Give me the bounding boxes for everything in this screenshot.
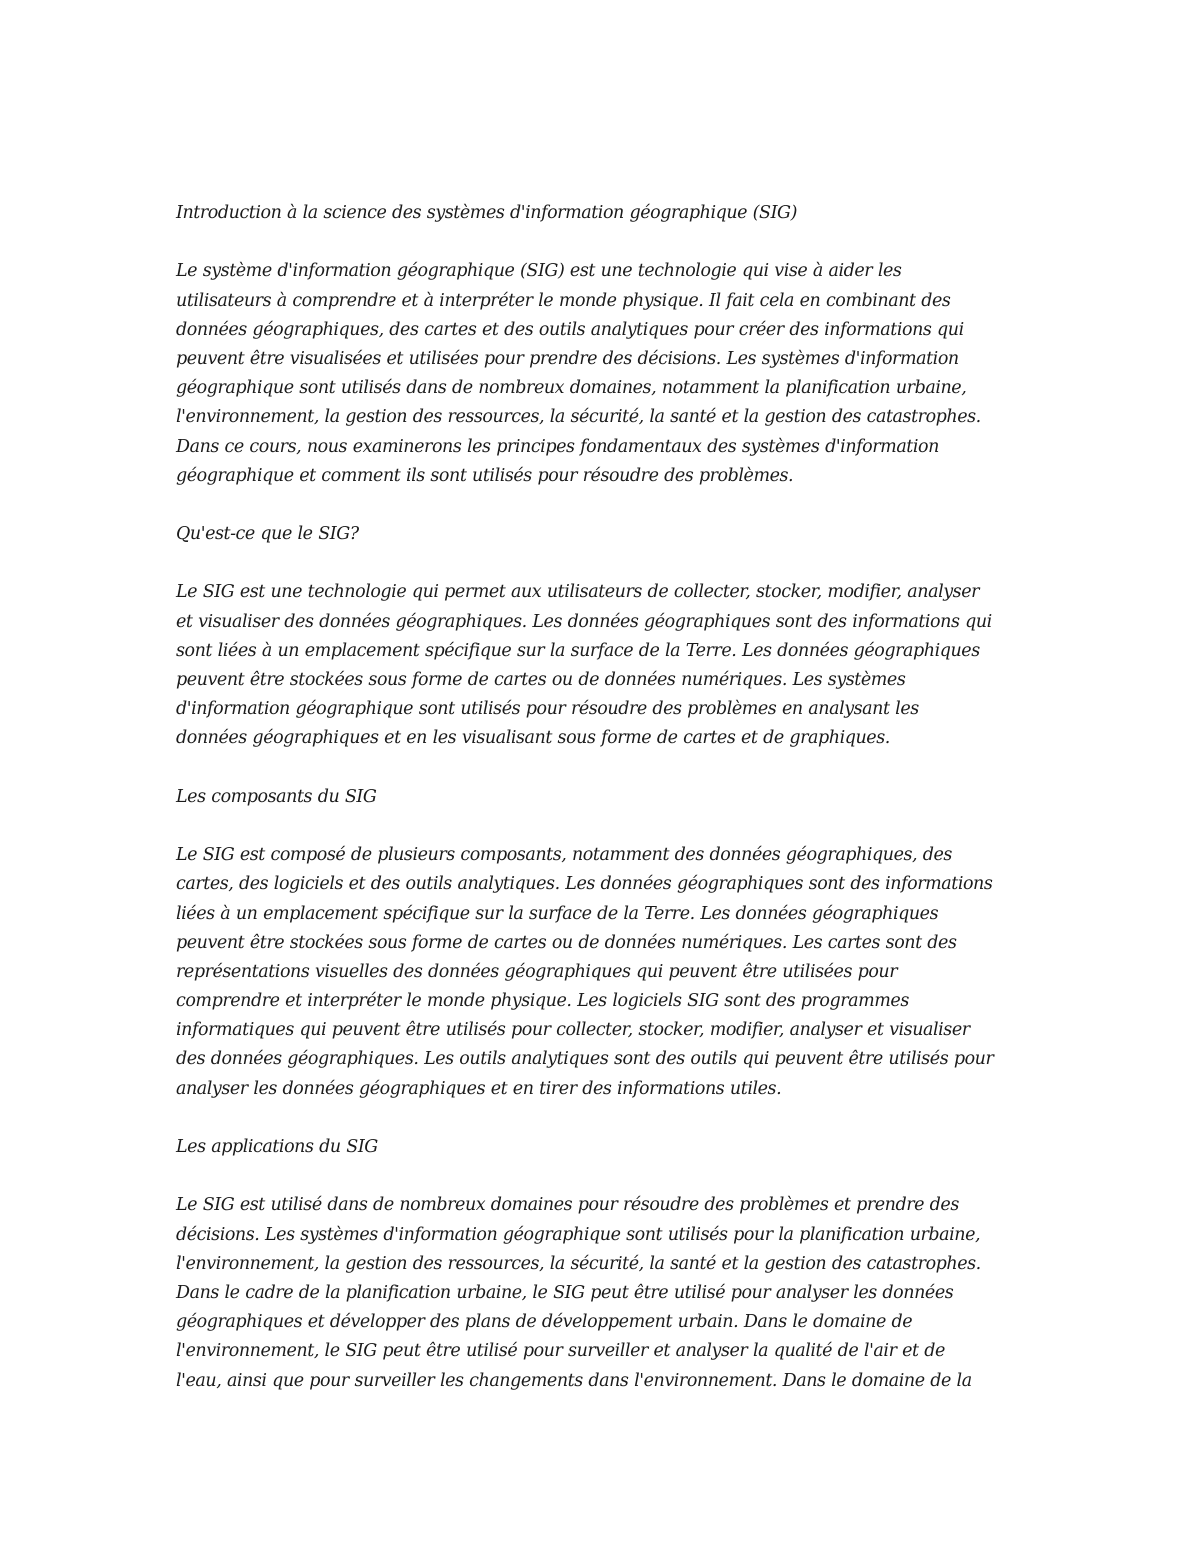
section-paragraph-what-is-sig [176, 578, 1036, 753]
section-heading: Qu'est-ce que le SIG? [176, 524, 359, 545]
paragraph-line: Dans le cadre de la planification urbaine, le SIG peut être utilisé pour analyser les données [176, 1282, 954, 1303]
paragraph-line: et visualiser des données géographiques. Les données géographiques sont des informations qui [176, 611, 992, 632]
paragraph-line: l'eau, ainsi que pour surveiller les changements dans l'environnement. Dans le domaine de la [176, 1370, 972, 1391]
document-title: Introduction à la science des systèmes d'information géographique (SIG) [176, 203, 797, 223]
paragraph-line: représentations visuelles des données géographiques qui peuvent être utilisées pour [176, 961, 898, 982]
section-heading-components [176, 783, 1036, 812]
paragraph-line: peuvent être stockées sous forme de cartes ou de données numériques. Les systèmes [176, 670, 906, 690]
section-heading-what-is-sig [176, 520, 1036, 549]
paragraph-line: géographique et comment ils sont utilisés pour résoudre des problèmes. [176, 465, 794, 486]
paragraph-line: d'information géographique sont utilisés pour résoudre des problèmes en analysant les [176, 699, 919, 720]
paragraph-line: Le SIG est utilisé dans de nombreux domaines pour résoudre des problèmes et prendre des [176, 1195, 959, 1216]
paragraph-line: Dans ce cours, nous examinerons les principes fondamentaux des systèmes d'information [176, 436, 939, 457]
section-paragraph-components [176, 841, 1036, 1104]
paragraph-line: géographiques et développer des plans de développement urbain. Dans le domaine de [176, 1312, 913, 1333]
section-paragraph-applications [176, 1191, 1036, 1395]
paragraph-line: Le SIG est composé de plusieurs composants, notamment des données géographiques, des [176, 845, 952, 866]
paragraph-line: liées à un emplacement spécifique sur la surface de la Terre. Les données géographiques [176, 903, 939, 924]
section-heading: Les composants du SIG [176, 786, 377, 807]
paragraph-line: cartes, des logiciels et des outils analytiques. Les données géographiques sont des informations [176, 874, 993, 895]
paragraph-line: peuvent être stockées sous forme de cartes ou de données numériques. Les cartes sont des [176, 932, 957, 953]
paragraph-line: des données géographiques. Les outils analytiques sont des outils qui peuvent être utilisés pour [176, 1049, 994, 1070]
document-title-block [176, 199, 1036, 228]
paragraph-line: données géographiques, des cartes et des outils analytiques pour créer des informations qui [176, 319, 964, 340]
paragraph-line: l'environnement, le SIG peut être utilisé pour surveiller et analyser la qualité de l'air et de [176, 1341, 945, 1362]
paragraph-line: géographique sont utilisés dans de nombreux domaines, notamment la planification urbaine, [176, 378, 967, 399]
paragraph-line: informatiques qui peuvent être utilisés pour collecter, stocker, modifier, analyser et visualiser [176, 1020, 970, 1041]
section-heading: Les applications du SIG [176, 1137, 378, 1157]
paragraph-line: utilisateurs à comprendre et à interpréter le monde physique. Il fait cela en combinant des [176, 290, 951, 311]
intro-paragraph [176, 257, 1036, 491]
paragraph-line: peuvent être visualisées et utilisées pour prendre des décisions. Les systèmes d'information [176, 348, 959, 369]
paragraph-line: Le système d'information géographique (SIG) est une technologie qui vise à aider les [176, 261, 902, 282]
paragraph-line: sont liées à un emplacement spécifique sur la surface de la Terre. Les données géographiques [176, 640, 980, 661]
section-heading-applications [176, 1133, 1036, 1162]
paragraph-line: données géographiques et en les visualisant sous forme de cartes et de graphiques. [176, 728, 890, 749]
paragraph-line: décisions. Les systèmes d'information géographique sont utilisés pour la planification urbaine, [176, 1224, 981, 1245]
paragraph-line: Le SIG est une technologie qui permet aux utilisateurs de collecter, stocker, modifier, analyser [176, 582, 980, 603]
paragraph-line: comprendre et interpréter le monde physique. Les logiciels SIG sont des programmes [176, 991, 909, 1012]
paragraph-line: l'environnement, la gestion des ressources, la sécurité, la santé et la gestion des catastrophes. [176, 407, 981, 428]
paragraph-line: analyser les données géographiques et en tirer des informations utiles. [176, 1078, 782, 1099]
document-body [176, 199, 1036, 1425]
paragraph-line: l'environnement, la gestion des ressources, la sécurité, la santé et la gestion des catastrophes. [176, 1253, 981, 1274]
